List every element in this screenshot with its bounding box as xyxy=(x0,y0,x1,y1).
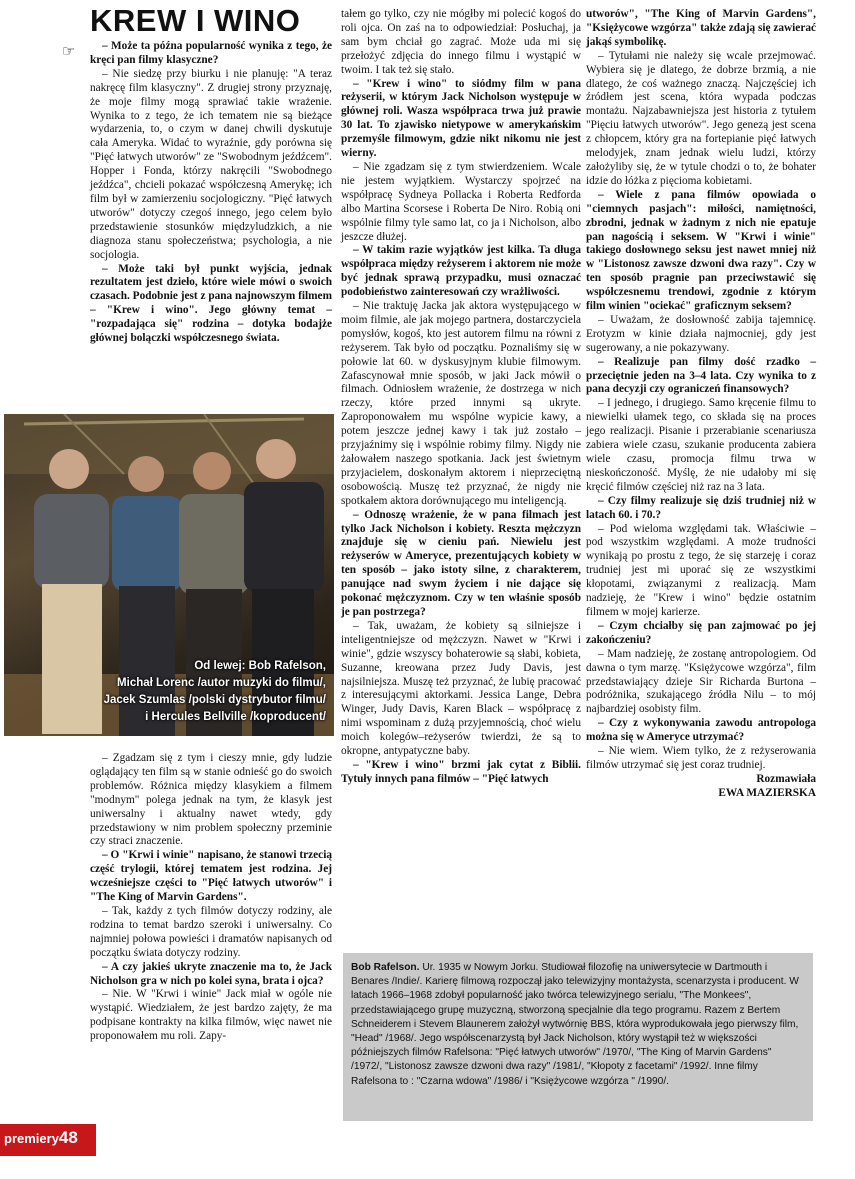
answer-paragraph: – Nie wiem. Wiem tylko, że z reżyserowania filmów utrzymać się jest coraz trudniej. xyxy=(586,745,816,771)
question-paragraph: – Czym chciałby się pan zajmować po jej zakończeniu? xyxy=(586,619,816,646)
signature-author: EWA MAZIERSKA xyxy=(718,786,816,799)
caption-line: i Hercules Bellville /koproducent/ xyxy=(145,711,326,723)
bio-text: Ur. 1935 w Nowym Jorku. Studiował filozofię na uniwersytecie w Dartmouth i Benares /Indie/. Karierę filmową rozpoczął jako telewizyjny montażysta, scenarzysta i producent. W latach 1966–1968 zdobył popularność jako twórca telewizyjnego serialu, "The Monkees", przedstawiającego grupę muzyczną, stworzoną specjalnie dla tego programu. Razem z Bertem Schneiderem i Stevem Blaunerem założył wytwórnię BBS, która wyprodukowała jego pierwszy film, "Head" /1968/. Jego współscenarzystą był Jack Nicholson, który wystąpił też w większości późniejszych filmów Rafelsona: "Pięć łatwych utworów" /1970/, "The King of Marvin Gardens" /1972/, "Listonosz zawsze dzwoni dwa razy" /1981/, "Kłopoty z facetami" /1992/. Inne filmy Rafelsona to : "Czarna wdowa" /1986/ i "Księżycowe wzgórza " /1990/. xyxy=(351,962,799,1087)
question-paragraph: – "Krew i wino" to siódmy film w pana reżyserii, w którym Jack Nicholson występuje w głównej roli. Wasza współpraca trwa już prawie 30 lat. To zjawisko nietypowe w amerykańskim przemyśle filmowym, gdzie nikt nikomu nie jest wierny. xyxy=(341,77,581,160)
answer-paragraph: – Nie zgadzam się z tym stwierdzeniem. Wcale nie jestem wyjątkiem. Wystarczy spojrzeć na współpracę Sydneya Pollacka i Roberta Redforda albo Martina Scorsese i Roberta De Niro. Robią oni wspólnie filmy tyle samo lat, co ja i Nicholson, albo jeszcze dłużej. xyxy=(341,160,581,243)
answer-paragraph: – Pod wieloma względami tak. Właściwie – pod wszystkim względami. A może trudności wynikają po prostu z tego, że się starzeję i coraz trudniej jest mi uporać się ze wszystkimi kłopotami, związanymi z realizacją. Mam nadzieję, że "Krew i wino" będzie ostatnim filmem w mojej karierze. xyxy=(586,522,816,618)
question-paragraph: – Odnoszę wrażenie, że w pana filmach jest tylko Jack Nicholson i kobiety. Reszta mężczyzn znajduje się w cieniu pań. Niewielu jest reżyserów w Ameryce, prezentujących kobiety w ten sposób – jako istoty silne, z charakterem, panujące nad swym życiem i nie dające się pokonać mężczyznom. Czy w ten właśnie sposób je pan postrzega? xyxy=(341,508,581,618)
answer-paragraph: – Nie traktuję Jacka jak aktora występującego w moim filmie, ale jak mojego partnera, dostarczyciela pomysłów, kogoś, kto jest autorem filmu na równi z reżyserem. Tak było od początku. Poznaliśmy się w połowie lat 60. w dyskusyjnym klubie filmowym. Zafascynował mnie sposób, w jaki Jack mówił o filmach. Odniosłem wrażenie, że dostrzega w nich rzeczy, które przed innymi są ukryte. Zaproponowałem mu wspólne wypicie kawy, a potem jeszcze jednej kawy i tak już zostało – przyjaźnimy się i wspólnie robimy filmy. Nigdy nie żałowałem naszego spotkania. Jack jest świetnym przyjacielem, doskonałym aktorem i nieprzeciętną osobowością. Muszę też przyznać, że nigdy nie spotkałem aktora dorównującego mu inteligencją. xyxy=(341,300,581,507)
caption-line: Jacek Szumlas /polski dystrybutor filmu/ xyxy=(103,694,326,706)
question-paragraph: – "Krew i wino" brzmi jak cytat z Biblii. Tytuły innych pana filmów – "Pięć łatwych xyxy=(341,758,581,785)
answer-paragraph: – Mam nadzieję, że zostanę antropologiem. Od dawna o tym marzę. "Księżycowe wzgórza", film przedstawiający dzieje Sir Richarda Burtona – podróżnika, szukającego źródła Nilu – to mój najbardziej osobisty film. xyxy=(586,647,816,716)
column-1-bottom xyxy=(90,752,332,1044)
question-paragraph: – Wiele z pana filmów opowiada o "ciemnych pasjach": miłości, namiętności, zbrodni, jednak w żadnym z nich nie epatuje pan nagością i seksem. W "Krwi i winie" takiego dosłownego seksu jest nawet mniej niż w "Listonosz zawsze dzwoni dwa razy". Czy w ten sposób pragnie pan przeciwstawić się współczesnemu trendowi, zgodnie z którym film winien "ociekać" graficznym seksem? xyxy=(586,188,816,313)
caption-line: Od lewej: Bob Rafelson, xyxy=(194,660,326,672)
answer-paragraph: – Nie. W "Krwi i winie" Jack miał w ogóle nie wystąpić. Wiedziałem, że jest bardzo zajęty, że ma podpisane kontrakty na kilka filmów, więc nawet nie proponowałem mu roli. Zapy- xyxy=(90,988,332,1043)
question-paragraph: – Może ta późna popularność wynika z tego, że kręci pan filmy klasyczne? xyxy=(90,40,332,66)
question-paragraph: – Realizuje pan filmy dość rzadko – przeciętnie jeden na 3–4 lata. Czy wynika to z pana decyzji czy ograniczeń finansowych? xyxy=(586,355,816,396)
pointing-hand-icon: ☞ xyxy=(62,42,76,60)
caption-line: Michał Lorenc /autor muzyki do filmu/, xyxy=(117,677,326,689)
article-title: KREW I WINO xyxy=(90,3,301,38)
answer-paragraph: tałem go tylko, czy nie mógłby mi polecić kogoś do roli ojca. On zaś na to odpowiedział: Posłuchaj, ja sam bym chciał go zagrać. Może uda mi się przełożyć zdjęcia do innego filmu i wystąpić w twoim. I tak też się stało. xyxy=(341,8,581,76)
column-3 xyxy=(586,8,816,801)
question-paragraph: – A czy jakieś ukryte znaczenie ma to, że Jack Nicholson gra w nich po kolei syna, brata i ojca? xyxy=(90,960,332,987)
bio-box xyxy=(343,953,813,1121)
signature-line: Rozmawiała xyxy=(756,772,816,785)
question-paragraph: – O "Krwi i winie" napisano, że stanowi trzecią część trylogii, której tematem jest rodzina. Jej wcześniejsze części to "Pięć łatwych utworów" i "The King of Marvin Gardens". xyxy=(90,849,332,904)
answer-paragraph: – Uważam, że dosłowność zabija tajemnicę. Erotyzm w kinie działa najmocniej, gdy jest sugerowany, a nie pokazywany. xyxy=(586,313,816,354)
page-number: 48 xyxy=(58,1128,78,1147)
bio-name: Bob Rafelson. xyxy=(351,962,420,973)
photo-caption xyxy=(104,658,326,726)
answer-paragraph: – Tak, uważam, że kobiety są silniejsze i inteligentniejsze od mężczyzn. Nawet w "Krwi i winie", gdzie wszyscy bohaterowie są słabi, kobieta, Suzanne, kreowana przez Judy Davis, jest najsilniejsza. Muszę też przyznać, że lubię pracować z interesującymi aktorkami. Jessica Lange, Debra Winger, Judy Davis, Karen Black – współpracę z nimi wspominam z dużą przyjemnością, choć wielu moich kolegów–reżyserów twierdzi, że są to okropne, antypatyczne baby. xyxy=(341,619,581,758)
folio xyxy=(4,1128,78,1149)
column-1-top xyxy=(90,40,332,346)
answer-paragraph: – Nie siedzę przy biurku i nie planuję: "A teraz nakręcę film klasyczny". Z drugiej strony przyznaję, że moje filmy mogą sprawiać takie wrażenie. Wynika to z tego, że ich tematem nie są bieżące wydarzenia, to, o czym w danej chwili dyskutuje cała Ameryka. Widać to wyraźnie, gdy porówna się "Pięć łatwych utworów" ze "Swobodnym jeźdźcem". Hopper i Fonda, którzy nakręcili "Swobodnego jeźdźca", chcieli pokazać współczesną Amerykę; ich film był w zamierzeniu socjologiczny. "Pięć łatwych utworów" dotyczy czegoś innego, jego celem było przedstawienie stosunków międzyludzkich, a nie diagnoza stanu społeczeństwa; psychologia, a nie socjologia. xyxy=(90,67,332,261)
magazine-name: premiery xyxy=(4,1131,59,1146)
question-paragraph: – Może taki był punkt wyjścia, jednak rezultatem jest dzieło, które wiele mówi o swoich czasach. Podobnie jest z pana najnowszym filmem – "Krew i wino". Jego główny temat – "rozpadająca się" rodzina – dotyka bodajże głównej bolączki współczesnego świata. xyxy=(90,262,332,345)
question-paragraph: – Czy filmy realizuje się dziś trudniej niż w latach 60. i 70.? xyxy=(586,494,816,521)
answer-paragraph: – I jednego, i drugiego. Samo kręcenie filmu to niewielki ułamek tego, co składa się na proces jego realizacji. Pisanie i przerabianie scenariusza zabiera wiele czasu, szukanie producenta zabiera wiele czasu, promocja filmu trwa w nieskończoność. Myślę, że nie udałoby mi się kręcić filmów częściej niż raz na 3 lata. xyxy=(586,397,816,493)
question-paragraph: – W takim razie wyjątków jest kilka. Ta długa współpraca między reżyserem i aktorem nie może być jednak sprawą przypadku, musi oznaczać podobieństwo zainteresowań czy wrażliwości. xyxy=(341,244,581,299)
answer-paragraph: – Zgadzam się z tym i cieszy mnie, gdy ludzie oglądający ten film są w stanie odnieść go do swoich problemów. Różnica między klasykiem a filmem "modnym" polega jednak na tym, że klasyk jest uniwersalny i aktualny nawet wtedy, gdy przedstawiony w nim problem społeczny przeminie czy straci znaczenie. xyxy=(90,752,332,848)
answer-paragraph: – Tak, każdy z tych filmów dotyczy rodziny, ale rodzina to temat bardzo szeroki i uniwersalny. Co najmniej połowa powieści i dramatów napisanych od początku świata dotyczy rodziny. xyxy=(90,904,332,959)
column-2 xyxy=(341,8,581,787)
answer-paragraph: – Tytułami nie należy się wcale przejmować. Wybiera się je dlatego, że dobrze brzmią, a nie dlatego, że coś ważnego znaczą. Najczęściej ich źródłem jest scena, która wypada podczas montażu. Najzabawniejsza jest historia z tytułem "Pięciu łatwych utworów". Jego genezą jest scena z chłopcem, który gra na fortepianie pięć łatwych melodyjek, znam jednak wielu ludzi, którzy założyliby się, że w tytule chodzi o to, że bohater idzie do łóżka z pięcioma kobietami. xyxy=(586,49,816,187)
photo xyxy=(4,414,334,736)
question-paragraph: utworów", "The King of Marvin Gardens", "Księżycowe wzgórza" także zdają się zawierać jakąś symbolikę. xyxy=(586,8,816,48)
question-paragraph: – Czy z wykonywania zawodu antropologa można się w Ameryce utrzymać? xyxy=(586,717,816,744)
